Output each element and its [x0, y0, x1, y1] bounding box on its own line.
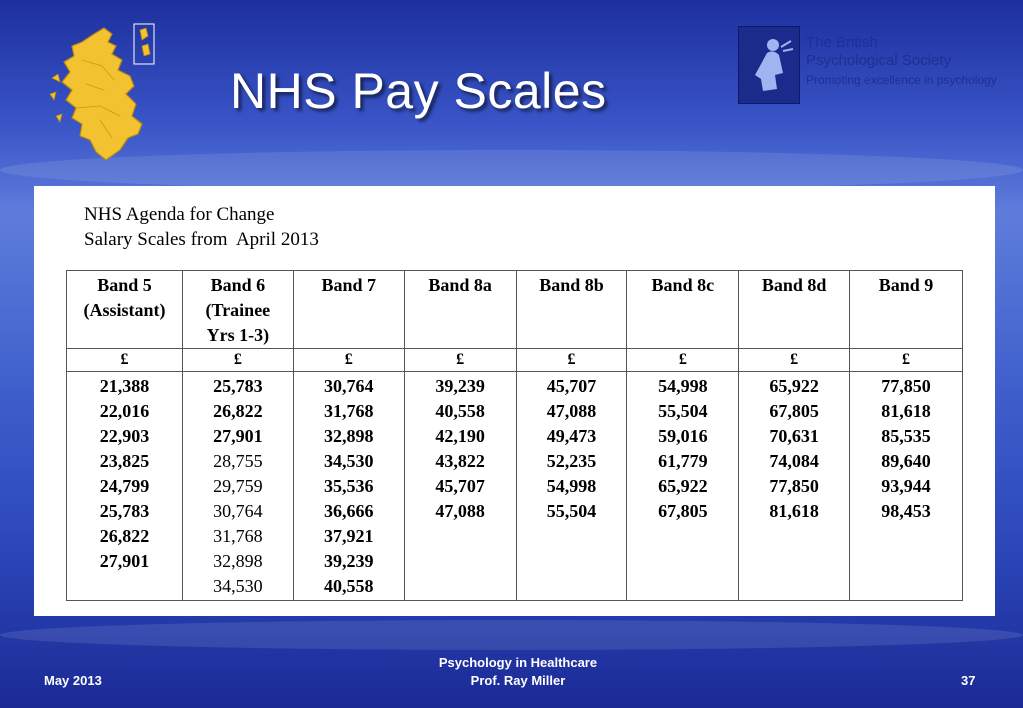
bps-tagline: Promoting excellence in psychology — [806, 73, 997, 87]
salary-value: 77,850 — [769, 476, 819, 496]
salary-value: 98,453 — [881, 501, 931, 521]
salary-value: 32,898 — [323, 426, 374, 446]
salary-value: 26,822 — [99, 526, 150, 546]
salary-value: 35,536 — [323, 476, 374, 496]
currency-cell: £ — [850, 349, 963, 372]
currency-cell: £ — [293, 349, 404, 372]
band8b-values — [516, 372, 627, 601]
salary-table — [66, 270, 963, 601]
footer-center — [420, 654, 616, 690]
header-row — [67, 271, 963, 349]
salary-value: 47,088 — [546, 401, 597, 421]
currency-cell: £ — [404, 349, 516, 372]
salary-value: 30,764 — [213, 501, 263, 521]
salary-value: 67,805 — [769, 401, 819, 421]
salary-value: 29,759 — [213, 476, 263, 496]
salary-value: 25,783 — [99, 501, 150, 521]
bps-name-line1: The British — [806, 34, 878, 51]
bps-name-line2: Psychological Society — [806, 52, 952, 69]
salary-value: 85,535 — [881, 426, 931, 446]
header-band9: Band 9 — [850, 271, 963, 349]
salary-value: 25,783 — [213, 376, 263, 396]
salary-value: 45,707 — [546, 376, 597, 396]
salary-value: 27,901 — [99, 551, 150, 571]
footer-page-number: 37 — [961, 673, 976, 688]
header-band8a: Band 8a — [404, 271, 516, 349]
salary-value: 34,530 — [323, 451, 374, 471]
salary-value: 77,850 — [881, 376, 931, 396]
band9-values — [850, 372, 963, 601]
panel-heading-line1: NHS Agenda for Change — [84, 204, 275, 225]
salary-value: 26,822 — [213, 401, 263, 421]
band8d-values — [739, 372, 850, 601]
band8c-values — [627, 372, 739, 601]
salary-value: 39,239 — [323, 551, 374, 571]
salary-value: 59,016 — [658, 426, 708, 446]
header-band6: Band 6 (Trainee Yrs 1-3) — [182, 271, 293, 349]
panel-heading-line2: Salary Scales from April 2013 — [84, 229, 319, 250]
band5-values — [67, 372, 183, 601]
currency-cell: £ — [627, 349, 739, 372]
salary-value: 32,898 — [213, 551, 263, 571]
salary-value: 65,922 — [769, 376, 819, 396]
footer-date: May 2013 — [44, 673, 102, 688]
salary-value: 55,504 — [658, 401, 708, 421]
salary-value: 67,805 — [658, 501, 708, 521]
panel-heading — [84, 202, 319, 252]
salary-value: 40,558 — [323, 576, 374, 596]
salary-value: 22,016 — [99, 401, 150, 421]
bps-logo-text — [806, 34, 997, 88]
header-band7: Band 7 — [293, 271, 404, 349]
band6-values — [182, 372, 293, 601]
salary-value: 61,779 — [658, 451, 708, 471]
salary-value: 30,764 — [323, 376, 374, 396]
values-row — [67, 372, 963, 601]
salary-value: 24,799 — [99, 476, 150, 496]
salary-value: 22,903 — [99, 426, 150, 446]
salary-value: 39,239 — [435, 376, 485, 396]
header-band5: Band 5 (Assistant) — [67, 271, 183, 349]
salary-value: 36,666 — [323, 501, 374, 521]
salary-value: 81,618 — [881, 401, 931, 421]
footer-course: Psychology in Healthcare — [438, 655, 598, 670]
page-title: NHS Pay Scales — [230, 63, 607, 119]
footer-author: Prof. Ray Miller — [470, 673, 566, 688]
salary-value: 49,473 — [546, 426, 597, 446]
bps-logo-icon — [738, 26, 800, 104]
currency-cell: £ — [182, 349, 293, 372]
salary-value: 31,768 — [213, 526, 263, 546]
salary-value: 93,944 — [881, 476, 931, 496]
salary-value: 27,901 — [213, 426, 263, 446]
salary-value: 54,998 — [658, 376, 708, 396]
salary-value: 70,631 — [769, 426, 819, 446]
salary-value: 52,235 — [546, 451, 597, 471]
band7-values — [293, 372, 404, 601]
background-streak — [0, 620, 1023, 650]
salary-value: 65,922 — [658, 476, 708, 496]
currency-cell: £ — [516, 349, 627, 372]
salary-value: 47,088 — [435, 501, 485, 521]
salary-value: 81,618 — [769, 501, 819, 521]
salary-value: 37,921 — [323, 526, 374, 546]
salary-value: 74,084 — [769, 451, 819, 471]
salary-value: 21,388 — [99, 376, 150, 396]
salary-value: 89,640 — [881, 451, 931, 471]
salary-value: 28,755 — [213, 451, 263, 471]
salary-panel — [34, 186, 995, 616]
salary-value: 31,768 — [323, 401, 374, 421]
salary-value: 54,998 — [546, 476, 597, 496]
salary-value: 45,707 — [435, 476, 485, 496]
salary-value: 43,822 — [435, 451, 485, 471]
header-band8c: Band 8c — [627, 271, 739, 349]
salary-value: 23,825 — [99, 451, 150, 471]
salary-value: 40,558 — [435, 401, 485, 421]
salary-value: 55,504 — [546, 501, 597, 521]
currency-cell: £ — [67, 349, 183, 372]
scotland-map-icon — [42, 20, 160, 165]
currency-cell: £ — [739, 349, 850, 372]
header-band8b: Band 8b — [516, 271, 627, 349]
salary-value: 42,190 — [435, 426, 485, 446]
header-band8d: Band 8d — [739, 271, 850, 349]
currency-row — [67, 349, 963, 372]
band8a-values — [404, 372, 516, 601]
salary-value: 34,530 — [213, 576, 263, 596]
